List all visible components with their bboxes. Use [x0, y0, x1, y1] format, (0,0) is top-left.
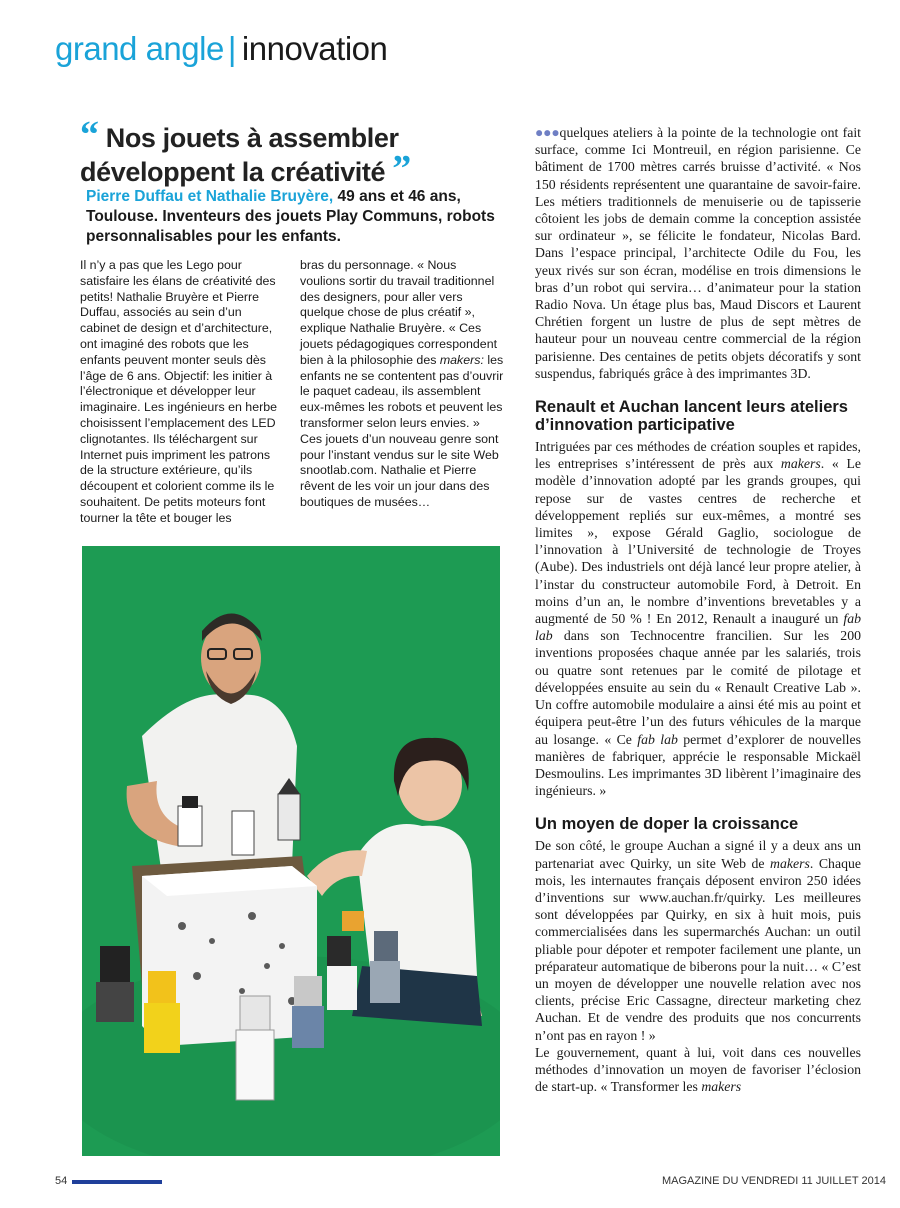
p4-text-a: Le gouvernement, quant à lui, voit dans ces nouvelles méthodes d’innovation un moyen de favoriser l’éclosion de start-up. « Transformer les	[535, 1044, 861, 1095]
right-paragraph-3	[535, 837, 861, 1043]
p2-text-b: . « Le modèle d’innovation adopté par les grands groupes, qui repose sur de vastes centres de recherche et développement repliés sur eux-mêmes, a montré ses limites », expose Gérald Gaglio, sociologue de l’innovation à l’Université de technologie de Troyes (Aube). Des industriels ont déjà lancé leur propre atelier, à l’instar du constructeur automobile Ford, à Detroit. En moins d’un an, le nombre d’inventions brevetables y a augmenté de 50 % ! En 2012, Renault a inauguré un	[535, 456, 861, 627]
right-paragraph-1-text: quelques ateliers à la pointe de la technologie ont fait surface, comme Ici Montreuil, en région parisienne. Ce bâtiment de 1700 mètres carrés bruisse d’activité. « Nos 150 résidents représentent une quarantaine de savoir-faire. Les métiers traditionnels de menuiserie ou de tapisserie côtoient les jobs de demain comme la conception assistée sur ordinateur », se félicite le fondateur, Nicolas Bard. Dans l’espace principal, l’architecte Odile du Fou, les yeux rivés sur son écran, modélise en trois dimensions le bras d’un robot qui servira… d’animateur pour la station Radio Nova. Un étage plus bas, Maud Discors et Laurent Chrétien forgent un lustre de plus de sept mètres de hauteur pour un nouveau centre commercial de la région parisienne. Des centaines de petits objets décoratifs y sont suspendus, fabriqués grâce à des imprimantes 3D.	[535, 125, 861, 381]
p3-text-b: . Chaque mois, les internautes français déposent environ 250 idées d’inventions sur www.auchan.fr/quirky. Les meilleures sont développées par Quirky, en six à huit mois, puis commercialisées dans les supermarchés Auchan: un outil pliable pour dépoter et rempoter facilement une plante, un préparateur automatique de biberons pour la nuit… « C’est un moyen de développer une nouvelle relation avec nos clients, précise Eric Cassagne, directeur marketing chez Auchan. Et de vendre des produits que nos concurrents n’ont pas en rayon ! »	[535, 855, 861, 1043]
footer-bar	[72, 1180, 162, 1184]
p3-makers-term: makers	[770, 855, 810, 871]
section-name: grand angle	[55, 30, 224, 67]
column-1-text: Il n’y a pas que les Lego pour satisfaire les élans de créativité des petits! Nathalie Bruyère et Pierre Duffau, associés au sein d’un cabinet de design et d’architecture, ont imaginé des robots que les enfants peuvent monter seuls dès l’âge de 6 ans. Objectif: les initier à l’électronique et développer leur imaginaire. Les ingénieurs en herbe choisissent l’emplacement des LED clignotantes. Ils téléchargent sur Internet puis impriment les patrons de la structure extérieure, qu’ils découpent et colorient comme ils le souhaitent. De petits moteurs font tourner la tête et bouger les	[80, 258, 277, 525]
open-quote-mark: “	[80, 114, 99, 156]
article-headline	[80, 114, 500, 190]
subsection-name: innovation	[241, 30, 388, 67]
lede-text: 49 ans et 46 ans, Toulouse. Inventeurs des jouets Play Communs, robots personnalisables pour les enfants.	[86, 188, 495, 245]
headline-line-2: développent la créativité	[80, 157, 386, 187]
page-number: 54	[55, 1175, 68, 1187]
p2-text-d: permet d’explorer de nouvelles manières de fabriquer, apprécie le responsable Mickaël Desmoulins. Les imprimantes 3D libèrent l’imaginaire des ingénieurs. »	[535, 731, 861, 799]
p2-makers-term: makers	[780, 456, 821, 472]
p3-text-a: De son côté, le groupe Auchan a signé il y a deux ans un partenariat avec Quirky, un site Web de	[535, 838, 861, 871]
article-lede	[86, 187, 506, 247]
magazine-date: MAGAZINE DU VENDREDI 11 JUILLET 2014	[662, 1175, 886, 1187]
headline-line-1: Nos jouets à assembler	[105, 123, 399, 153]
body-column-1	[80, 258, 280, 527]
p2-fablab-term: fab lab	[535, 611, 861, 644]
p4-makers-term: makers	[701, 1079, 742, 1095]
p2-fablab-term-2: fab lab	[637, 731, 678, 747]
column-2-text	[300, 258, 505, 511]
close-quote-mark: ”	[392, 148, 411, 190]
makers-term: makers:	[439, 352, 484, 367]
right-paragraph-1	[535, 124, 861, 382]
subheading-renault-auchan: Renault et Auchan lancent leurs ateliers d’innovation participative	[535, 398, 848, 435]
column-2-text-b: les enfants ne se contentent pas d’ouvrir le paquet cadeau, ils assemblent eux-mêmes les robots et peuvent les transformer selon leurs envies. » Ces jouets d’un nouveau genre sont pour l’instant vendus sur le site Web snootlab.com. Nathalie et Pierre rêvent de les voir un jour dans des boutiques de musées…	[300, 352, 504, 509]
header-divider: |	[227, 30, 236, 67]
p2-text-a: Intriguées par ces méthodes de création souples et rapides, les entreprises s’intéressent de près aux	[535, 439, 861, 472]
right-paragraph-4	[535, 1044, 861, 1096]
subheading-croissance: Un moyen de doper la croissance	[535, 815, 799, 834]
section-header	[55, 30, 387, 68]
lede-names: Pierre Duffau et Nathalie Bruyère,	[86, 188, 334, 205]
body-column-2	[300, 258, 505, 511]
right-paragraph-2	[535, 438, 861, 799]
right-column	[535, 124, 861, 1095]
continuation-dots: ●●●	[535, 125, 560, 140]
p2-text-c: dans son Technocentre francilien. Sur les 200 inventions proposées chaque année par les salariés, trois ou quatre sont retenues par le comité de pilotage et développées ensuite au sein du « Renault Creative Lab ». Un coffre automobile modulaire a ainsi été mis au point et équipera peut-être l’un des futurs véhicules de la marque au losange. « Ce	[535, 628, 861, 747]
column-2-text-a: bras du personnage. « Nous voulions sortir du travail traditionnel des designers, pour aller vers quelque chose de plus créatif », explique Nathalie Bruyère. « Ces jouets pédagogiques correspondent bien à la philosophie des	[300, 258, 498, 367]
article-photo	[82, 546, 500, 1156]
photo-illustration	[82, 546, 500, 1156]
